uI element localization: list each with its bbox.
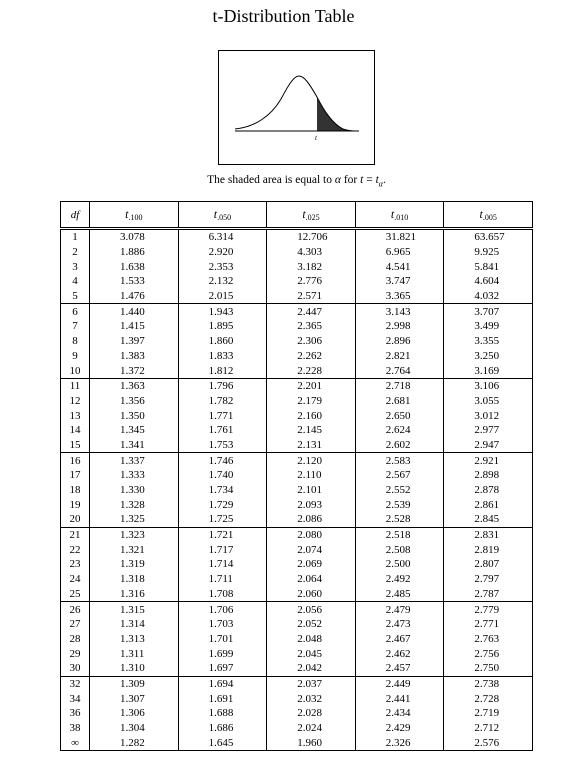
critical-value-cell: 2.831	[444, 527, 533, 542]
critical-value-cell: 1.304	[90, 721, 179, 736]
df-cell: 17	[69, 469, 81, 482]
df-cell: 10	[61, 363, 90, 378]
critical-value-cell: 5.841	[444, 259, 533, 274]
table-row	[61, 289, 533, 304]
df-cell: 12	[69, 394, 81, 407]
critical-value-cell: 3.169	[444, 363, 533, 378]
critical-value-cell: 2.819	[444, 542, 533, 557]
critical-value-cell: 1.895	[178, 319, 267, 334]
critical-value-cell: 2.920	[178, 245, 267, 260]
critical-value-cell: 1.337	[90, 453, 179, 468]
critical-t-label: t	[315, 134, 317, 142]
critical-value-cell: 3.106	[444, 378, 533, 393]
critical-value-cell: 1.943	[178, 304, 267, 319]
critical-value-cell: 2.539	[355, 497, 444, 512]
critical-value-cell: 2.145	[267, 423, 356, 438]
critical-value-cell: 1.708	[178, 587, 267, 602]
critical-value-cell: 2.447	[267, 304, 356, 319]
critical-value-cell: 6.314	[178, 229, 267, 245]
critical-value-cell: 2.326	[355, 735, 444, 750]
critical-value-cell: 1.638	[90, 259, 179, 274]
critical-value-cell: 1.645	[178, 735, 267, 750]
critical-value-cell: 2.787	[444, 587, 533, 602]
df-cell: 38	[69, 722, 81, 735]
df-cell: 34	[69, 692, 81, 705]
critical-value-cell: 3.055	[444, 394, 533, 409]
table-row	[61, 542, 533, 557]
critical-value-cell: 6.965	[355, 245, 444, 260]
table-row	[61, 304, 533, 319]
critical-value-cell: 3.365	[355, 289, 444, 304]
critical-value-cell: 9.925	[444, 245, 533, 260]
critical-value-cell: 1.313	[90, 632, 179, 647]
df-cell: 15	[61, 438, 90, 453]
table-row	[61, 512, 533, 527]
critical-value-cell: 2.306	[267, 334, 356, 349]
table-row	[61, 706, 533, 721]
critical-value-cell: 3.707	[444, 304, 533, 319]
critical-value-cell: 2.821	[355, 349, 444, 364]
critical-value-cell: 1.725	[178, 512, 267, 527]
table-row	[61, 229, 533, 245]
critical-value-cell: 2.998	[355, 319, 444, 334]
critical-value-cell: 1.734	[178, 483, 267, 498]
critical-value-cell: 2.069	[267, 557, 356, 572]
critical-value-cell: 2.365	[267, 319, 356, 334]
critical-value-cell: 2.179	[267, 394, 356, 409]
df-cell: 19	[69, 498, 81, 511]
critical-value-cell: 1.721	[178, 527, 267, 542]
df-cell: 16	[69, 454, 81, 467]
critical-value-cell: 2.750	[444, 661, 533, 676]
critical-value-cell: 2.624	[355, 423, 444, 438]
df-cell: 29	[69, 647, 81, 660]
critical-value-cell: 2.763	[444, 632, 533, 647]
critical-value-cell: 2.896	[355, 334, 444, 349]
page-title: t-Distribution Table	[212, 6, 355, 26]
critical-value-cell: 2.718	[355, 378, 444, 393]
critical-value-cell: 1.415	[90, 319, 179, 334]
df-cell: 27	[69, 618, 81, 631]
df-cell: 9	[72, 349, 78, 362]
df-cell: 11	[69, 380, 81, 393]
critical-value-cell: 2.045	[267, 646, 356, 661]
critical-value-cell: 1.761	[178, 423, 267, 438]
figure-caption: The shaded area is equal to α for $t = t_\alpha$.	[207, 174, 386, 189]
critical-value-cell: 3.747	[355, 274, 444, 289]
critical-value-cell: 2.518	[355, 527, 444, 542]
critical-value-cell: 1.533	[90, 274, 179, 289]
critical-value-cell: 3.182	[267, 259, 356, 274]
table-row	[61, 363, 533, 378]
critical-value-cell: 4.604	[444, 274, 533, 289]
critical-value-cell: 1.333	[90, 468, 179, 483]
df-cell: 2	[72, 246, 78, 259]
critical-value-cell: 2.120	[267, 453, 356, 468]
table-row	[61, 632, 533, 647]
table-row	[61, 527, 533, 542]
critical-value-cell: 2.429	[355, 721, 444, 736]
critical-value-cell: 1.330	[90, 483, 179, 498]
critical-value-cell: 2.776	[267, 274, 356, 289]
critical-value-cell: 1.341	[90, 438, 179, 453]
table-row	[61, 557, 533, 572]
critical-value-cell: 1.325	[90, 512, 179, 527]
critical-value-cell: 1.356	[90, 394, 179, 409]
df-cell: 25	[61, 587, 90, 602]
critical-value-cell: 2.101	[267, 483, 356, 498]
critical-value-cell: 1.701	[178, 632, 267, 647]
critical-value-cell: 1.688	[178, 706, 267, 721]
critical-value-cell: 1.706	[178, 602, 267, 617]
critical-value-cell: 1.717	[178, 542, 267, 557]
table-row	[61, 572, 533, 587]
table-row	[61, 245, 533, 260]
header-t005: t.005	[444, 202, 533, 229]
critical-value-cell: 2.037	[267, 676, 356, 691]
density-curve	[235, 76, 355, 131]
critical-value-cell: 2.508	[355, 542, 444, 557]
critical-value-cell: 2.898	[444, 468, 533, 483]
table-row	[61, 691, 533, 706]
table-row	[61, 408, 533, 423]
critical-value-cell: 2.132	[178, 274, 267, 289]
table-row	[61, 676, 533, 691]
critical-value-cell: 1.315	[90, 602, 179, 617]
critical-value-cell: 4.303	[267, 245, 356, 260]
critical-value-cell: 2.457	[355, 661, 444, 676]
critical-value-cell: 2.878	[444, 483, 533, 498]
df-cell: 28	[69, 632, 81, 645]
critical-value-cell: 2.807	[444, 557, 533, 572]
critical-value-cell: 2.473	[355, 617, 444, 632]
critical-value-cell: 2.048	[267, 632, 356, 647]
critical-value-cell: 1.691	[178, 691, 267, 706]
shaded-tail-area	[317, 97, 355, 131]
critical-value-cell: 2.921	[444, 453, 533, 468]
distribution-figure	[218, 50, 375, 165]
df-cell: 30	[61, 661, 90, 676]
critical-value-cell: 63.657	[444, 229, 533, 245]
critical-value-cell: 1.307	[90, 691, 179, 706]
t-distribution-table	[60, 201, 533, 751]
critical-value-cell: 2.074	[267, 542, 356, 557]
df-cell: 23	[69, 558, 81, 571]
critical-value-cell: 2.032	[267, 691, 356, 706]
critical-value-cell: 2.485	[355, 587, 444, 602]
df-cell: 13	[69, 409, 81, 422]
table-row	[61, 661, 533, 676]
critical-value-cell: 1.711	[178, 572, 267, 587]
critical-value-cell: 1.397	[90, 334, 179, 349]
critical-value-cell: 2.467	[355, 632, 444, 647]
critical-value-cell: 1.310	[90, 661, 179, 676]
critical-value-cell: 1.476	[90, 289, 179, 304]
header-t100: t.100	[90, 202, 179, 229]
critical-value-cell: 1.812	[178, 363, 267, 378]
critical-value-cell: 1.316	[90, 587, 179, 602]
critical-value-cell: 1.440	[90, 304, 179, 319]
header-t010: t.010	[355, 202, 444, 229]
critical-value-cell: 1.860	[178, 334, 267, 349]
df-cell: 24	[69, 573, 81, 586]
table-row	[61, 378, 533, 393]
critical-value-cell: 2.576	[444, 735, 533, 750]
critical-value-cell: 1.886	[90, 245, 179, 260]
critical-value-cell: 2.028	[267, 706, 356, 721]
critical-value-cell: 1.699	[178, 646, 267, 661]
critical-value-cell: 1.753	[178, 438, 267, 453]
critical-value-cell: 31.821	[355, 229, 444, 245]
critical-value-cell: 2.728	[444, 691, 533, 706]
critical-value-cell: 3.250	[444, 349, 533, 364]
critical-value-cell: 1.319	[90, 557, 179, 572]
critical-value-cell: 12.706	[267, 229, 356, 245]
critical-value-cell: 2.977	[444, 423, 533, 438]
critical-value-cell: 1.309	[90, 676, 179, 691]
critical-value-cell: 2.719	[444, 706, 533, 721]
df-cell: 4	[72, 275, 78, 288]
table-row	[61, 453, 533, 468]
table-body	[61, 229, 533, 751]
table-row	[61, 394, 533, 409]
table-row	[61, 468, 533, 483]
critical-value-cell: 1.306	[90, 706, 179, 721]
critical-value-cell: 2.080	[267, 527, 356, 542]
table-row	[61, 617, 533, 632]
critical-value-cell: 2.228	[267, 363, 356, 378]
critical-value-cell: 2.160	[267, 408, 356, 423]
critical-value-cell: 2.583	[355, 453, 444, 468]
critical-value-cell: 1.694	[178, 676, 267, 691]
critical-value-cell: 2.015	[178, 289, 267, 304]
table-header-row	[61, 202, 533, 229]
critical-value-cell: 2.479	[355, 602, 444, 617]
critical-value-cell: 2.756	[444, 646, 533, 661]
critical-value-cell: 2.492	[355, 572, 444, 587]
df-cell: 6	[72, 305, 78, 318]
critical-value-cell: 2.797	[444, 572, 533, 587]
critical-value-cell: 2.567	[355, 468, 444, 483]
df-cell: 3	[72, 260, 78, 273]
critical-value-cell: 2.681	[355, 394, 444, 409]
critical-value-cell: 3.078	[90, 229, 179, 245]
critical-value-cell: 2.131	[267, 438, 356, 453]
df-cell: 26	[69, 603, 81, 616]
df-cell: 36	[69, 707, 81, 720]
critical-value-cell: 3.143	[355, 304, 444, 319]
table-row	[61, 483, 533, 498]
table-row	[61, 721, 533, 736]
critical-value-cell: 1.282	[90, 735, 179, 750]
header-t025: t.025	[267, 202, 356, 229]
critical-value-cell: 1.796	[178, 378, 267, 393]
t-table-container	[60, 201, 532, 751]
critical-value-cell: 2.845	[444, 512, 533, 527]
critical-value-cell: 2.861	[444, 497, 533, 512]
critical-value-cell: 1.323	[90, 527, 179, 542]
table-row	[61, 274, 533, 289]
df-cell: 18	[69, 484, 81, 497]
critical-value-cell: 2.462	[355, 646, 444, 661]
critical-value-cell: 2.056	[267, 602, 356, 617]
critical-value-cell: 2.449	[355, 676, 444, 691]
critical-value-cell: 1.714	[178, 557, 267, 572]
critical-value-cell: 1.314	[90, 617, 179, 632]
critical-value-cell: 2.434	[355, 706, 444, 721]
df-cell: 1	[72, 231, 78, 244]
header-df: df	[61, 202, 90, 229]
critical-value-cell: 1.960	[267, 735, 356, 750]
critical-value-cell: 1.311	[90, 646, 179, 661]
critical-value-cell: 1.318	[90, 572, 179, 587]
critical-value-cell: 2.353	[178, 259, 267, 274]
critical-value-cell: 3.012	[444, 408, 533, 423]
table-row	[61, 259, 533, 274]
table-row	[61, 587, 533, 602]
table-row	[61, 423, 533, 438]
critical-value-cell: 2.262	[267, 349, 356, 364]
critical-value-cell: 1.350	[90, 408, 179, 423]
critical-value-cell: 1.383	[90, 349, 179, 364]
critical-value-cell: 3.499	[444, 319, 533, 334]
df-cell: 14	[69, 424, 81, 437]
critical-value-cell: 2.764	[355, 363, 444, 378]
df-cell: 22	[69, 543, 81, 556]
table-row	[61, 319, 533, 334]
critical-value-cell: 2.110	[267, 468, 356, 483]
critical-value-cell: 2.052	[267, 617, 356, 632]
critical-value-cell: 2.441	[355, 691, 444, 706]
critical-value-cell: 1.321	[90, 542, 179, 557]
critical-value-cell: 2.086	[267, 512, 356, 527]
table-row	[61, 602, 533, 617]
critical-value-cell: 4.541	[355, 259, 444, 274]
df-cell: 21	[69, 529, 81, 542]
critical-value-cell: 1.372	[90, 363, 179, 378]
t-distribution-curve-diagram	[219, 51, 374, 164]
critical-value-cell: 1.697	[178, 661, 267, 676]
critical-value-cell: 1.703	[178, 617, 267, 632]
critical-value-cell: 4.032	[444, 289, 533, 304]
critical-value-cell: 2.024	[267, 721, 356, 736]
df-cell: ∞	[71, 736, 79, 749]
critical-value-cell: 1.740	[178, 468, 267, 483]
critical-value-cell: 1.746	[178, 453, 267, 468]
table-row	[61, 334, 533, 349]
critical-value-cell: 2.201	[267, 378, 356, 393]
table-row	[61, 349, 533, 364]
critical-value-cell: 2.650	[355, 408, 444, 423]
critical-value-cell: 3.355	[444, 334, 533, 349]
table-row	[61, 735, 533, 750]
critical-value-cell: 2.712	[444, 721, 533, 736]
df-cell: 7	[72, 320, 78, 333]
df-cell: 5	[61, 289, 90, 304]
critical-value-cell: 1.729	[178, 497, 267, 512]
critical-value-cell: 1.833	[178, 349, 267, 364]
critical-value-cell: 2.738	[444, 676, 533, 691]
df-cell: 20	[61, 512, 90, 527]
df-cell: 32	[69, 677, 81, 690]
critical-value-cell: 1.686	[178, 721, 267, 736]
critical-value-cell: 2.500	[355, 557, 444, 572]
critical-value-cell: 2.779	[444, 602, 533, 617]
table-row	[61, 497, 533, 512]
critical-value-cell: 1.345	[90, 423, 179, 438]
critical-value-cell: 2.771	[444, 617, 533, 632]
table-row	[61, 646, 533, 661]
critical-value-cell: 2.571	[267, 289, 356, 304]
critical-value-cell: 1.363	[90, 378, 179, 393]
critical-value-cell: 2.528	[355, 512, 444, 527]
critical-value-cell: 1.782	[178, 394, 267, 409]
critical-value-cell: 1.328	[90, 497, 179, 512]
table-row	[61, 438, 533, 453]
critical-value-cell: 2.093	[267, 497, 356, 512]
critical-value-cell: 2.064	[267, 572, 356, 587]
critical-value-cell: 1.771	[178, 408, 267, 423]
df-cell: 8	[72, 335, 78, 348]
critical-value-cell: 2.602	[355, 438, 444, 453]
critical-value-cell: 2.042	[267, 661, 356, 676]
critical-value-cell: 2.947	[444, 438, 533, 453]
critical-value-cell: 2.552	[355, 483, 444, 498]
critical-value-cell: 2.060	[267, 587, 356, 602]
header-t050: t.050	[178, 202, 267, 229]
